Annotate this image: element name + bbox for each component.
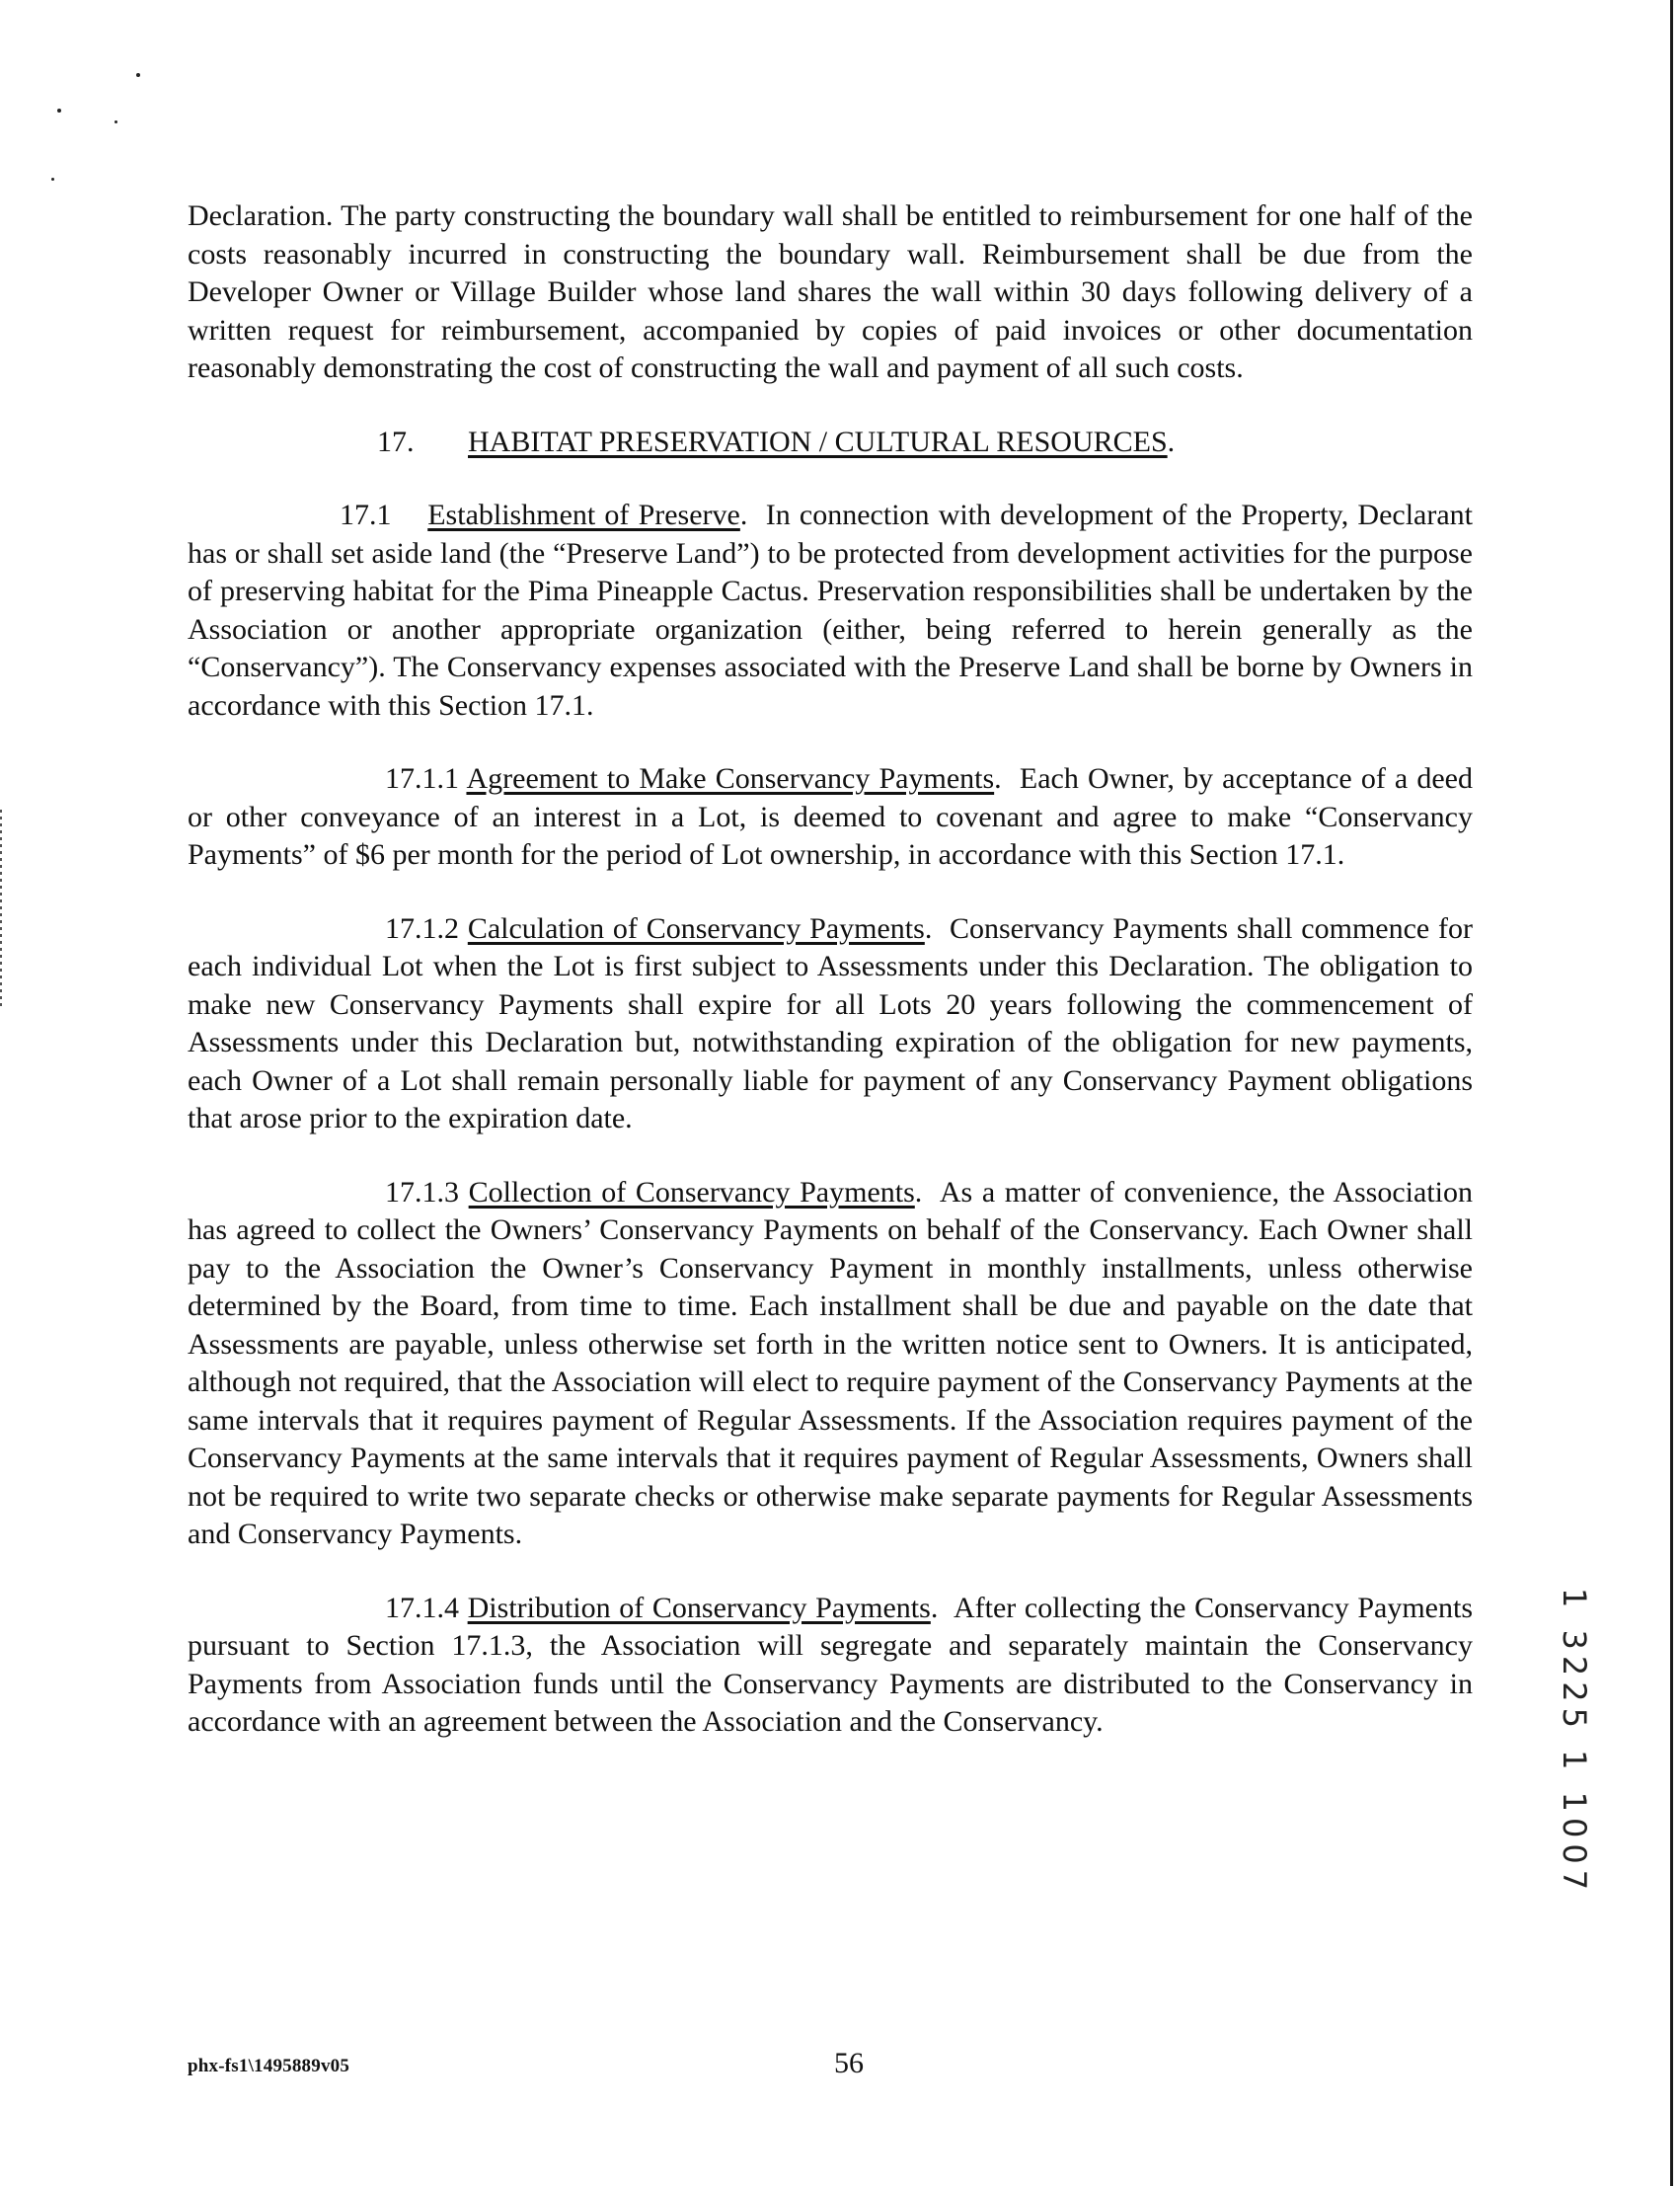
section-17-heading bbox=[188, 424, 1473, 462]
section-title: Calculation of Conservancy Payments bbox=[467, 911, 925, 945]
section-title: Agreement to Make Conservancy Payments bbox=[466, 762, 995, 795]
section-title-period: . bbox=[1167, 425, 1176, 458]
section-number: 17.1 bbox=[340, 499, 392, 531]
section-17-1-3: 17.1.3 Collection of Conservancy Payments. As a matter of convenience, the Association has agreed to collect the Owners’ Conservancy Payments on behalf of the Conservancy. Each Owner shall pay to the Association the Owner’s Conservancy Payment in monthly installments, unless otherwise determined by the Board, from time to time. Each installment shall be due and payable on the date that Assessments are payable, unless otherwise set forth in the written notice sent to Owners. It is anticipated, although not required, that the Association will elect to require payment of the Conservancy Payments at the same intervals that it requires payment of Regular Assessments. If the Association requires payment of the Conservancy Payments at the same intervals that it requires payment of Regular Assessments, Owners shall not be required to write two separate checks or otherwise make separate payments for Regular Assessments and Conservancy Payments. bbox=[188, 1175, 1473, 1550]
section-title: Distribution of Conservancy Payments bbox=[467, 1591, 931, 1624]
section-17-1-4: 17.1.4 Distribution of Conservancy Payments. After collecting the Conservancy Payments pursuant to Section 17.1.3, the Association will segregate and separately maintain the Conservancy Payments from Association funds until the Conservancy Payments are distributed to the Conservancy in accordance with an agreement between the Association and the Conservancy. bbox=[188, 1591, 1474, 1738]
section-number: 17.1.2 bbox=[385, 911, 459, 945]
section-17-1-1: 17.1.1 Agreement to Make Conservancy Payments. Each Owner, by acceptance of a deed or other conveyance of an interest in a Lot, is deemed to covenant and agree to make “Conservancy Payments” of $6 per month for the period of Lot ownership, in accordance with this Section 17.1. bbox=[188, 762, 1473, 871]
scan-mark bbox=[0, 810, 2, 1007]
section-title: Collection of Conservancy Payments bbox=[468, 1175, 915, 1209]
section-number: 17. bbox=[377, 425, 415, 458]
section-body: As a matter of convenience, the Association has agreed to collect the Owners’ Conservancy Payments on behalf of the Conservancy. Each Owner shall pay to the Association the Owner’s Conservancy Payment in monthly installments, unless otherwise determined by the Board, from time to time. Each installment shall be due and payable on the date that Assessments are payable, unless otherwise set forth in the written notice sent to Owners. It is anticipated, although not required, that the Association will elect to require payment of the Conservancy Payments at the same intervals that it requires payment of Regular Assessments. If the Association requires payment of the Conservancy Payments at the same intervals that it requires payment of Regular Assessments, Owners shall not be required to write two separate checks or otherwise make separate payments for Regular Assessments and Conservancy Payments. bbox=[188, 1175, 1473, 1550]
scan-speck bbox=[115, 120, 117, 123]
scan-speck bbox=[57, 109, 61, 113]
scan-speck bbox=[136, 73, 140, 77]
section-title: Establishment of Preserve bbox=[427, 499, 740, 531]
footer-page-number: 56 bbox=[834, 2047, 864, 2079]
section-number: 17.1.3 bbox=[385, 1175, 459, 1209]
page-edge bbox=[1670, 0, 1673, 2186]
section-body: In connection with development of the Property, Declarant has or shall set aside land (the “Preserve Land”) to be protected from development activities for the purpose of preserving habitat for the Pima Pineapple Cactus. Preservation responsibilities shall be undertaken by the Association or another appropriate organization (either, being referred to herein generally as the “Conservancy”). The Conservancy expenses associated with the Preserve Land shall be borne by Owners in accordance with this Section 17.1. bbox=[188, 499, 1473, 722]
footer-document-id: phx-fs1\1495889v05 bbox=[188, 2056, 350, 2076]
side-recording-stamp: 1 3225 1 1007 bbox=[1556, 1588, 1593, 1897]
section-body: Conservancy Payments shall commence for each individual Lot when the Lot is first subject to Assessments under this Declaration. The obligation to make new Conservancy Payments shall expire for all Lots 20 years following the commencement of Assessments under this Declaration but, notwithstanding expiration of the obligation for new payments, each Owner of a Lot shall remain personally liable for payment of any Conservancy Payment obligations that arose prior to the expiration date. bbox=[188, 911, 1474, 1134]
section-body: Each Owner, by acceptance of a deed or other conveyance of an interest in a Lot, is deemed to covenant and agree to make “Conservancy Payments” of $6 per month for the period of Lot ownership, in accordance with this Section 17.1. bbox=[188, 762, 1473, 871]
section-body: After collecting the Conservancy Payments pursuant to Section 17.1.3, the Association will segregate and separately maintain the Conservancy Payments from Association funds until the Conservancy Payments are distributed to the Conservancy in accordance with an agreement between the Association and the Conservancy. bbox=[188, 1591, 1474, 1738]
section-number: 17.1.4 bbox=[385, 1591, 459, 1624]
intro-paragraph: Declaration. The party constructing the boundary wall shall be entitled to reimbursement for one half of the costs reasonably incurred in constructing the boundary wall. Reimbursement shall be due from the Developer Owner or Village Builder whose land shares the wall within 30 days following delivery of a written request for reimbursement, accompanied by copies of paid invoices or other documentation reasonably demonstrating the cost of constructing the wall and payment of all such costs. bbox=[188, 199, 1473, 384]
scan-speck bbox=[51, 178, 54, 181]
section-title: HABITAT PRESERVATION / CULTURAL RESOURCES bbox=[468, 425, 1168, 458]
section-number: 17.1.1 bbox=[385, 762, 459, 795]
document-body bbox=[188, 197, 1473, 1742]
section-17-1: 17.1 Establishment of Preserve. In connection with development of the Property, Declarant has or shall set aside land (the “Preserve Land”) to be protected from development activities for the purpose of preserving habitat for the Pima Pineapple Cactus. Preservation responsibilities shall be undertaken by the Association or another appropriate organization (either, being referred to herein generally as the “Conservancy”). The Conservancy expenses associated with the Preserve Land shall be borne by Owners in accordance with this Section 17.1. bbox=[188, 499, 1473, 722]
section-17-1-2: 17.1.2 Calculation of Conservancy Payments. Conservancy Payments shall commence for each individual Lot when the Lot is first subject to Assessments under this Declaration. The obligation to make new Conservancy Payments shall expire for all Lots 20 years following the commencement of Assessments under this Declaration but, notwithstanding expiration of the obligation for new payments, each Owner of a Lot shall remain personally liable for payment of any Conservancy Payment obligations that arose prior to the expiration date. bbox=[188, 911, 1474, 1134]
